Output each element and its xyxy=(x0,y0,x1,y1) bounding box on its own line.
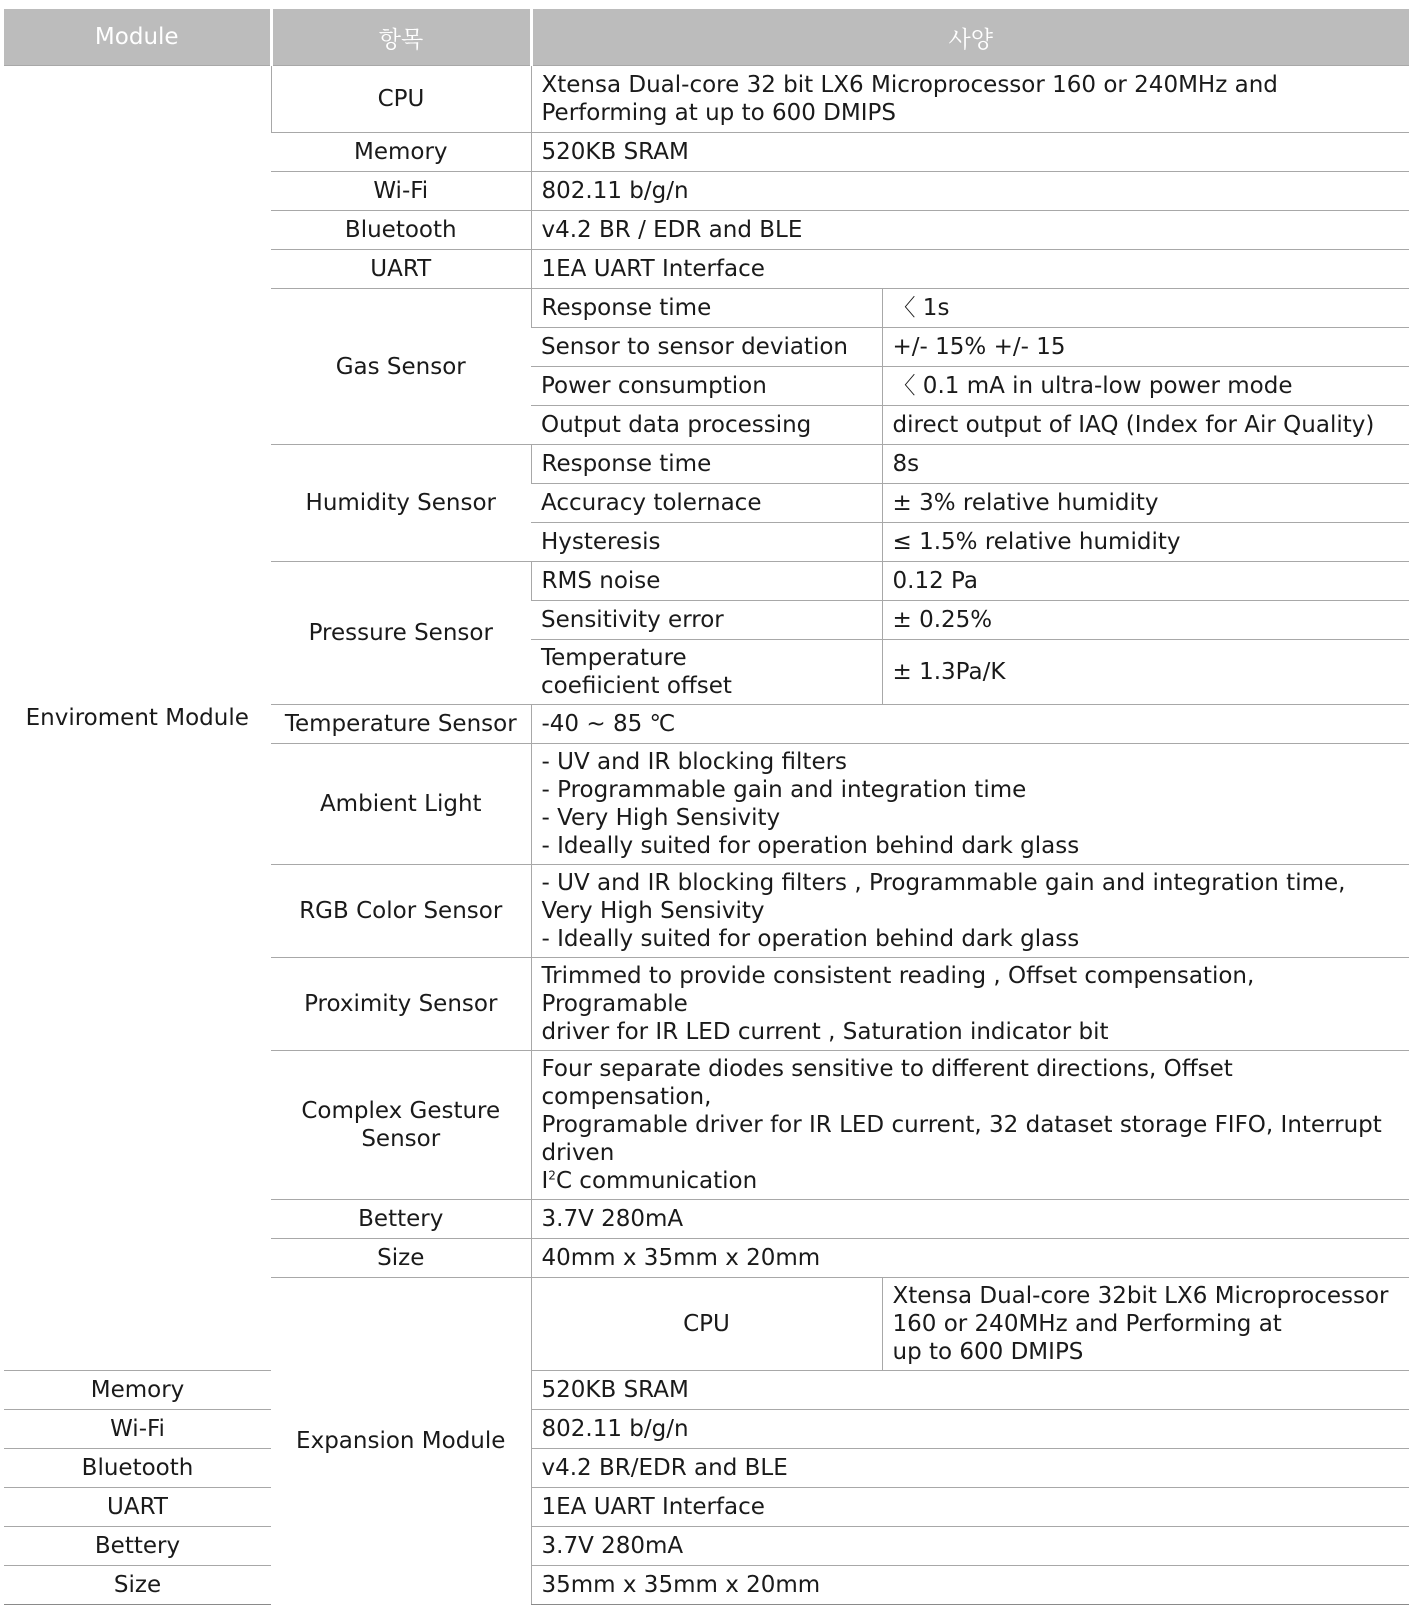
spec-bluetooth: v4.2 BR / EDR and BLE xyxy=(531,211,1409,250)
i2c-suffix: C communication xyxy=(555,1168,758,1194)
module-environment: Enviroment Module xyxy=(4,66,271,1371)
param-cell: Power consumption xyxy=(531,367,882,406)
value-cell: 8s xyxy=(882,445,1409,484)
item-bluetooth: Bluetooth xyxy=(4,1449,271,1488)
spec-line: - Ideally suited for operation behind dark glass xyxy=(541,926,1080,952)
module-expansion: Expansion Module xyxy=(271,1278,531,1605)
spec-uart: 1EA UART Interface xyxy=(531,250,1409,289)
i2c-prefix: I xyxy=(541,1168,549,1194)
item-gas-sensor: Gas Sensor xyxy=(271,289,531,445)
item-size: Size xyxy=(271,1239,531,1278)
item-memory: Memory xyxy=(4,1371,271,1410)
spec-memory: 520KB SRAM xyxy=(531,133,1409,172)
param-cell xyxy=(531,640,882,705)
table-row xyxy=(4,66,1409,133)
spec-line: driver for IR LED current , Saturation indicator bit xyxy=(541,1019,1109,1045)
value-cell: +/- 15% +/- 15 xyxy=(882,328,1409,367)
header-item: 항목 xyxy=(271,9,531,66)
spec-line xyxy=(542,1167,1400,1195)
spec-rgb-color-sensor xyxy=(531,865,1409,958)
item-bluetooth: Bluetooth xyxy=(271,211,531,250)
param-cell: Response time xyxy=(531,289,882,328)
table-row xyxy=(4,1371,1409,1410)
spec-battery: 3.7V 280mA xyxy=(531,1527,1409,1566)
param-cell: Output data processing xyxy=(531,406,882,445)
spec-line: - Programmable gain and integration time xyxy=(541,777,1027,803)
item-size: Size xyxy=(4,1566,271,1605)
header-row xyxy=(4,9,1409,66)
spec-uart: 1EA UART Interface xyxy=(531,1488,1409,1527)
spec-line: - UV and IR blocking filters , Programmable gain and integration time, Very High Sensivity xyxy=(541,870,1346,924)
spec-line: - UV and IR blocking filters xyxy=(541,749,848,775)
item-complex-gesture-sensor xyxy=(271,1051,531,1200)
value-cell: 〈 1s xyxy=(882,289,1409,328)
spec-line: - Ideally suited for operation behind dark glass xyxy=(541,833,1080,859)
param-cell: Sensor to sensor deviation xyxy=(531,328,882,367)
i2c-superscript: 2 xyxy=(548,1168,556,1183)
item-wifi: Wi-Fi xyxy=(271,172,531,211)
spec-temperature: -40 ~ 85 ℃ xyxy=(531,705,1409,744)
item-memory: Memory xyxy=(271,133,531,172)
item-pressure-sensor: Pressure Sensor xyxy=(271,562,531,705)
spec-line: Xtensa Dual-core 32 bit LX6 Microprocessor 160 or 240MHz and xyxy=(541,72,1278,98)
spec-size: 40mm x 35mm x 20mm xyxy=(531,1239,1409,1278)
param-cell: Accuracy tolernace xyxy=(531,484,882,523)
item-uart: UART xyxy=(4,1488,271,1527)
param-line: Temperature xyxy=(541,645,687,671)
spec-battery: 3.7V 280mA xyxy=(531,1200,1409,1239)
param-cell: RMS noise xyxy=(531,562,882,601)
item-ambient-light: Ambient Light xyxy=(271,744,531,865)
table-row xyxy=(4,1488,1409,1527)
value-cell: 0.12 Pa xyxy=(882,562,1409,601)
spec-table xyxy=(4,9,1409,1605)
spec-bluetooth: v4.2 BR/EDR and BLE xyxy=(531,1449,1409,1488)
item-wifi: Wi-Fi xyxy=(4,1410,271,1449)
item-temperature-sensor: Temperature Sensor xyxy=(271,705,531,744)
spec-memory: 520KB SRAM xyxy=(531,1371,1409,1410)
item-rgb-color-sensor: RGB Color Sensor xyxy=(271,865,531,958)
spec-line: Xtensa Dual-core 32bit LX6 Microprocessor 160 or 240MHz and Performing at xyxy=(892,1283,1389,1337)
table-row xyxy=(4,1449,1409,1488)
spec-line: Four separate diodes sensitive to different directions, Offset compensation, xyxy=(541,1056,1233,1110)
value-cell: ± 1.3Pa/K xyxy=(882,640,1409,705)
spec-line: up to 600 DMIPS xyxy=(892,1339,1084,1365)
spec-wifi: 802.11 b/g/n xyxy=(531,1410,1409,1449)
spec-line: Performing at up to 600 DMIPS xyxy=(541,100,896,126)
item-line: Complex Gesture xyxy=(301,1098,501,1124)
param-cell: Sensitivity error xyxy=(531,601,882,640)
header-module: Module xyxy=(4,9,271,66)
spec-ambient-light xyxy=(531,744,1409,865)
item-line: Sensor xyxy=(361,1126,441,1152)
spec-size: 35mm x 35mm x 20mm xyxy=(531,1566,1409,1605)
value-cell: ± 3% relative humidity xyxy=(882,484,1409,523)
spec-wifi: 802.11 b/g/n xyxy=(531,172,1409,211)
param-cell: Response time xyxy=(531,445,882,484)
table-row xyxy=(4,1410,1409,1449)
item-humidity-sensor: Humidity Sensor xyxy=(271,445,531,562)
spec-line: Programable driver for IR LED current, 32 dataset storage FIFO, Interrupt driven xyxy=(541,1112,1382,1166)
value-cell: direct output of IAQ (Index for Air Quality) xyxy=(882,406,1409,445)
param-cell: Hysteresis xyxy=(531,523,882,562)
table-row xyxy=(4,1566,1409,1605)
item-cpu: CPU xyxy=(531,1278,882,1371)
item-uart: UART xyxy=(271,250,531,289)
spec-cpu xyxy=(882,1278,1409,1371)
value-cell: ± 0.25% xyxy=(882,601,1409,640)
item-battery: Bettery xyxy=(4,1527,271,1566)
value-cell: 〈 0.1 mA in ultra-low power mode xyxy=(882,367,1409,406)
spec-proximity-sensor xyxy=(531,958,1409,1051)
item-battery: Bettery xyxy=(271,1200,531,1239)
header-spec: 사양 xyxy=(531,9,1409,66)
value-cell: ≤ 1.5% relative humidity xyxy=(882,523,1409,562)
spec-complex-gesture-sensor xyxy=(531,1051,1409,1200)
item-proximity-sensor: Proximity Sensor xyxy=(271,958,531,1051)
spec-line: Trimmed to provide consistent reading , Offset compensation, Programable xyxy=(541,963,1255,1017)
spec-line: - Very High Sensivity xyxy=(541,805,781,831)
spec-cpu xyxy=(531,66,1409,133)
table-row xyxy=(4,1527,1409,1566)
param-line: coefiicient offset xyxy=(541,673,732,699)
item-cpu: CPU xyxy=(271,66,531,133)
